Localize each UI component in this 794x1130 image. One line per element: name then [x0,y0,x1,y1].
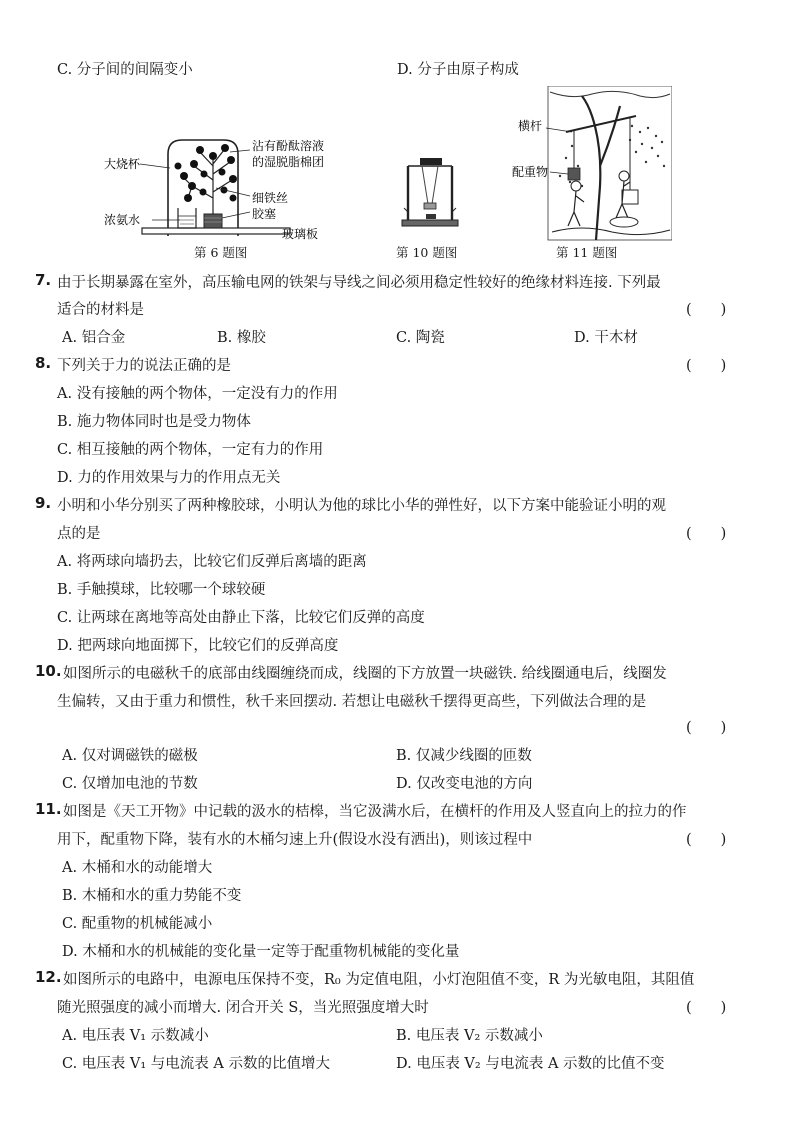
question-text-line: 随光照强度的减小而增大. 闭合开关 S，当光照强度增大时 [57,1000,429,1016]
fig6-label-cotton1: 沾有酚酞溶液 [252,139,325,153]
option-c: C. 仅增加电池的节数 [62,776,198,792]
figure-10-caption: 第 10 题图 [396,245,458,260]
option-d: D. 把两球向地面掷下，比较它们的反弹高度 [57,638,339,654]
figure-11-drawing [512,86,672,242]
fig6-label-wire: 细铁丝 [252,191,289,205]
q6-option-c: C. 分子间的间隔变小 [57,62,193,78]
answer-parentheses: ( ) [686,832,727,848]
question-number: 7. [35,271,52,289]
option-d: D. 仅改变电池的方向 [396,776,533,792]
question-text-line: 下列关于力的说法正确的是 [57,358,231,374]
fig6-label-ammonia: 浓氨水 [104,213,141,227]
q6-option-d: D. 分子由原子构成 [397,62,519,78]
question-number: 10. [35,662,62,680]
figure-6-caption: 第 6 题图 [194,245,248,260]
option-c: C. 相互接触的两个物体，一定有力的作用 [57,442,324,458]
option-d: D. 电压表 V₂ 与电流表 A 示数的比值不变 [396,1056,665,1072]
option-d: D. 干木材 [574,330,638,346]
option-a: A. 仅对调磁铁的磁极 [62,748,198,764]
answer-parentheses: ( ) [686,1000,727,1016]
answer-parentheses: ( ) [686,302,727,318]
figure-11 [512,86,672,242]
question-text-line: 适合的材料是 [57,302,144,318]
question-text-line: 小明和小华分别买了两种橡胶球，小明认为他的球比小华的弹性好，以下方案中能验证小明的观 [57,498,666,514]
answer-parentheses: ( ) [686,358,727,374]
option-b: B. 施力物体同时也是受力物体 [57,414,251,430]
option-c: C. 配重物的机械能减小 [62,916,213,932]
option-a: A. 将两球向墙扔去，比较它们反弹后离墙的距离 [57,554,367,570]
option-a: A. 电压表 V₁ 示数减小 [62,1028,209,1044]
question-text-line: 点的是 [57,526,101,542]
question-text-line: 如图所示的电路中，电源电压保持不变，R₀ 为定值电阻，小灯泡阻值不变，R 为光敏电阻，其阻值 [63,972,695,988]
question-number: 8. [35,354,52,372]
answer-parentheses: ( ) [686,720,727,736]
question-text-line: 如图所示的电磁秋千的底部由线圈缠绕而成，线圈的下方放置一块磁铁. 给线圈通电后，线圈发 [63,666,667,682]
figure-10 [394,150,466,230]
fig6-label-tree: 大烧杯 [104,157,141,171]
option-b: B. 电压表 V₂ 示数减小 [396,1028,543,1044]
question-number: 9. [35,494,52,512]
question-text-line: 用下，配重物下降，装有水的木桶匀速上升(假设水没有洒出)，则该过程中 [57,832,533,848]
option-a: A. 没有接触的两个物体，一定没有力的作用 [57,386,338,402]
option-b: B. 仅减少线圈的匝数 [396,748,532,764]
figure-11-caption: 第 11 题图 [556,245,618,260]
option-c: C. 让两球在离地等高处由静止下落，比较它们反弹的高度 [57,610,425,626]
option-c: C. 电压表 V₁ 与电流表 A 示数的比值增大 [62,1056,330,1072]
figure-6-drawing [100,128,360,246]
option-b: B. 木桶和水的重力势能不变 [62,888,242,904]
answer-parentheses: ( ) [686,526,727,542]
figure-10-drawing [394,150,466,230]
question-number: 11. [35,800,62,818]
fig6-label-cotton2: 的湿脱脂棉团 [252,155,325,169]
fig11-label-beam: 横杆 [518,119,543,133]
option-b: B. 手触摸球，比较哪一个球较硬 [57,582,266,598]
fig6-label-glass: 玻璃板 [282,227,319,241]
figure-6 [100,128,360,246]
option-a: A. 木桶和水的动能增大 [62,860,213,876]
fig6-label-plug: 胶塞 [252,207,277,221]
option-d: D. 力的作用效果与力的作用点无关 [57,470,281,486]
option-d: D. 木桶和水的机械能的变化量一定等于配重物机械能的变化量 [62,944,460,960]
option-b: B. 橡胶 [217,330,266,346]
question-text-line: 生偏转，又由于重力和惯性，秋千来回摆动. 若想让电磁秋千摆得更高些，下列做法合理的是 [57,694,647,710]
option-c: C. 陶瓷 [396,330,445,346]
fig11-label-weight: 配重物 [512,165,549,179]
question-text-line: 由于长期暴露在室外，高压输电网的铁架与导线之间必须用稳定性较好的绝缘材料连接. 下列最 [57,275,661,291]
question-text-line: 如图是《天工开物》中记载的汲水的桔槔，当它汲满水后，在横杆的作用及人竖直向上的拉力的作 [63,804,687,820]
option-a: A. 铝合金 [62,330,126,346]
question-number: 12. [35,968,62,986]
